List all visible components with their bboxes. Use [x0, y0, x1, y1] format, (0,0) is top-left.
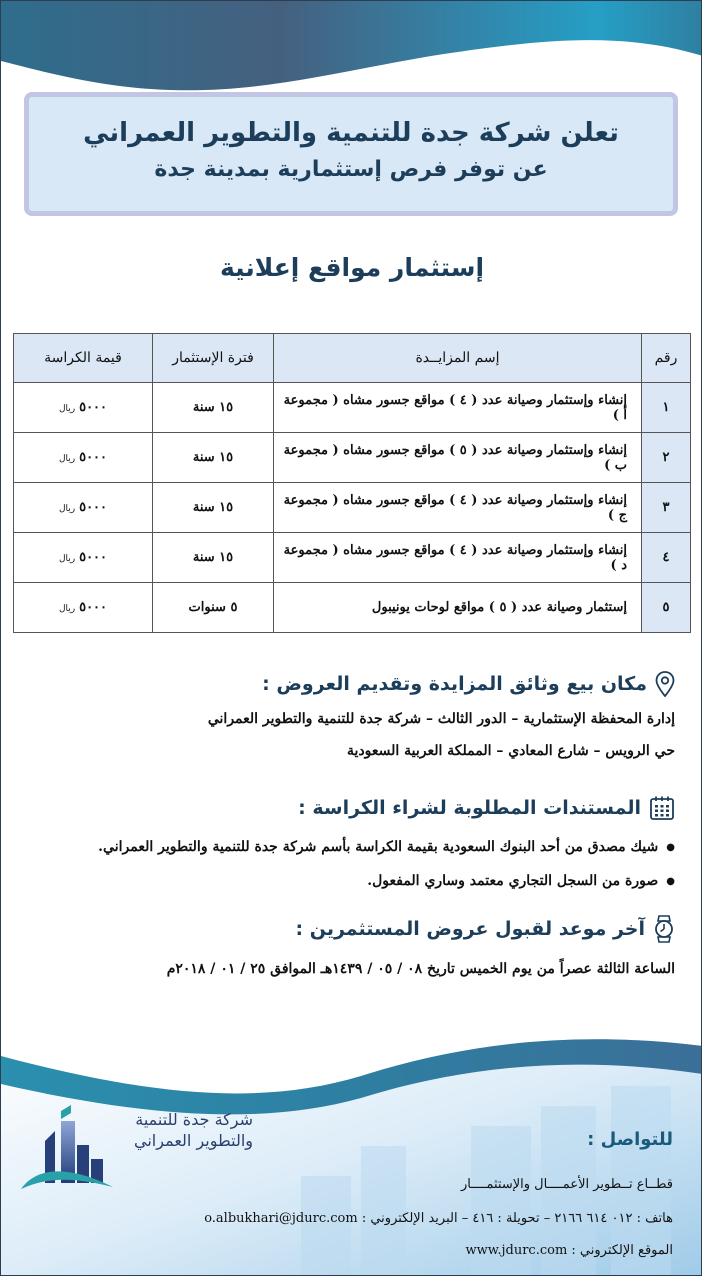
row-name: إنشاء وإستثمار وصيانة عدد ( ٤ ) مواقع جسور مشاه ( مجموعة أ ) — [274, 383, 642, 433]
banner-title: تعلن شركة جدة للتنمية والتطوير العمراني — [83, 118, 619, 148]
contact-title: للتواصل : — [587, 1129, 673, 1150]
row-period: ١٥ سنة — [153, 433, 274, 483]
table-row — [14, 483, 691, 533]
table-row — [14, 433, 691, 483]
table-header-row — [14, 334, 691, 383]
building-wave-logo-icon — [11, 1101, 121, 1201]
location-line-1: إدارة المحفظة الإستثمارية – الدور الثالث – شركة جدة للتنمية والتطوير العمراني — [207, 711, 675, 727]
website-line: الموقع الإلكتروني : www.jdurc.com — [465, 1243, 673, 1258]
header-period: فترة الإستثمار — [153, 334, 274, 383]
documents-title: المستندات المطلوبة لشراء الكراسة : — [298, 797, 641, 819]
top-wave-decoration — [1, 1, 702, 96]
row-name: إنشاء وإستثمار وصيانة عدد ( ٤ ) مواقع جسور مشاه ( مجموعة ج ) — [274, 483, 642, 533]
logo-line-2: والتطوير العمراني — [134, 1131, 253, 1150]
section-title: إستثمار مواقع إعلانية — [219, 253, 485, 282]
table-row — [14, 383, 691, 433]
row-number: ٥ — [642, 583, 691, 633]
header-name: إسم المزايــدة — [274, 334, 642, 383]
table-row — [14, 533, 691, 583]
location-heading — [262, 671, 675, 697]
logo-line-1: شركة جدة للتنمية — [135, 1110, 253, 1129]
row-period: ١٥ سنة — [153, 483, 274, 533]
company-logo — [11, 1101, 251, 1211]
row-name: إنشاء وإستثمار وصيانة عدد ( ٥ ) مواقع جسور مشاه ( مجموعة ب ) — [274, 433, 642, 483]
row-number: ٤ — [642, 533, 691, 583]
location-title: مكان بيع وثائق المزايدة وتقديم العروض : — [262, 673, 647, 695]
announcement-banner — [24, 92, 678, 216]
header-price: قيمة الكراسة — [14, 334, 153, 383]
row-price: ٥٠٠٠ريال — [14, 433, 153, 483]
document-item: ● شيك مصدق من أحد البنوك السعودية بقيمة الكراسة بأسم شركة جدة للتنمية والتطوير العمراني. — [98, 839, 675, 855]
deadline-heading — [296, 915, 675, 943]
map-pin-icon — [655, 671, 675, 697]
row-price: ٥٠٠٠ريال — [14, 483, 153, 533]
banner-subtitle: عن توفر فرص إستثمارية بمدينة جدة — [154, 157, 548, 182]
location-line-2: حي الرويس – شارع المعادي – المملكة العربية السعودية — [346, 743, 675, 759]
row-period: ٥ سنوات — [153, 583, 274, 633]
auction-table — [13, 333, 691, 633]
deadline-text: الساعة الثالثة عصراً من يوم الخميس تاريخ ٠٨ / ٠٥ / ١٤٣٩هـ الموافق ٢٥ / ٠١ / ٢٠١٨م — [166, 961, 675, 977]
deadline-title: آخر موعد لقبول عروض المستثمرين : — [295, 918, 645, 940]
department-line: قطــاع تــطوير الأعمــــال والإستثمــــار — [461, 1177, 673, 1192]
header-number: رقم — [642, 334, 691, 383]
document-item: ● صورة من السجل التجاري معتمد وساري المفعول. — [367, 873, 675, 889]
row-price: ٥٠٠٠ريال — [14, 533, 153, 583]
logo-text — [113, 1109, 253, 1151]
table-row — [14, 583, 691, 633]
row-price: ٥٠٠٠ريال — [14, 583, 153, 633]
documents-heading — [298, 795, 675, 821]
row-period: ١٥ سنة — [153, 383, 274, 433]
calendar-icon — [649, 795, 675, 821]
row-period: ١٥ سنة — [153, 533, 274, 583]
watch-icon — [653, 915, 675, 943]
row-number: ٣ — [642, 483, 691, 533]
row-number: ١ — [642, 383, 691, 433]
phone-email-line: هاتف : ٠١٢ ٦١٤ ٢١٦٦ – تحويلة : ٤١٦ – البريد الإلكتروني : o.albukhari@jdurc.com — [204, 1211, 673, 1226]
row-number: ٢ — [642, 433, 691, 483]
row-name: إنشاء وإستثمار وصيانة عدد ( ٤ ) مواقع جسور مشاه ( مجموعة د ) — [274, 533, 642, 583]
row-price: ٥٠٠٠ريال — [14, 383, 153, 433]
row-name: إستثمار وصيانة عدد ( ٥ ) مواقع لوحات يونيبول — [274, 583, 642, 633]
